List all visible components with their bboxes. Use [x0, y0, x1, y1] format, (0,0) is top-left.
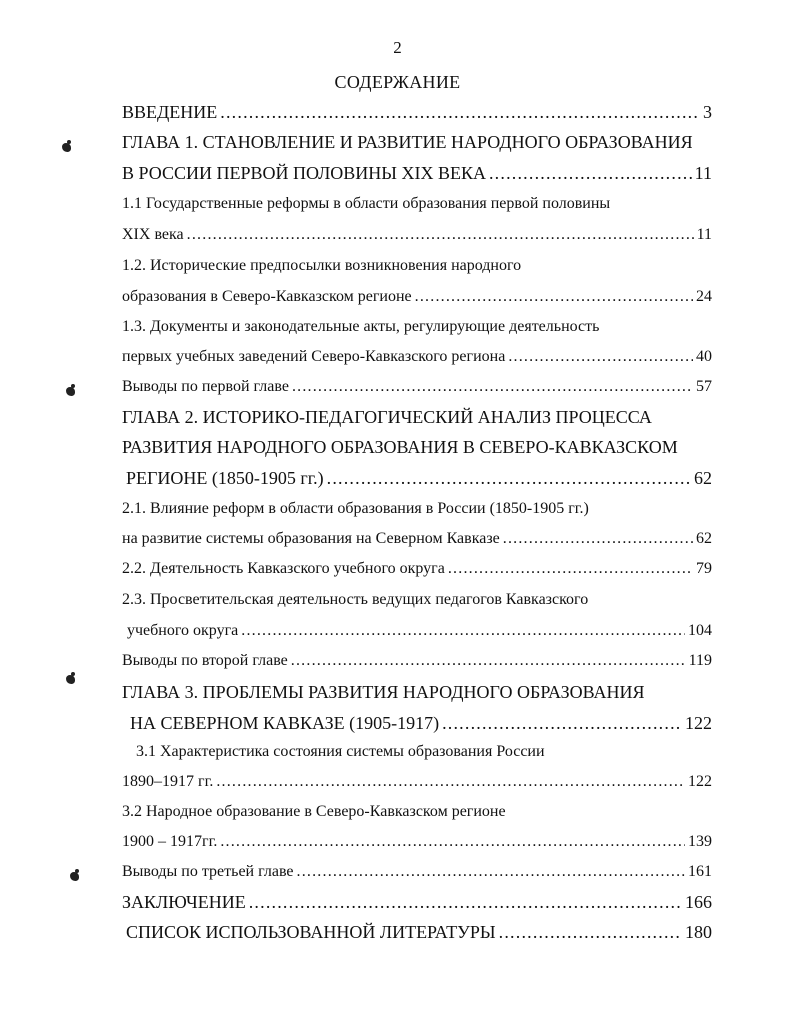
toc-leader-dots — [216, 770, 685, 794]
toc-section-3-1 — [136, 740, 712, 764]
toc-entry-text: ЗАКЛЮЧЕНИЕ — [122, 892, 246, 912]
toc-entry-text: ГЛАВА 3. ПРОБЛЕМЫ РАЗВИТИЯ НАРОДНОГО ОБРАЗОВАНИЯ — [122, 682, 645, 702]
toc-section-2-2 — [122, 557, 712, 581]
toc-leader-dots — [503, 527, 693, 551]
toc-entry-text: В РОССИИ ПЕРВОЙ ПОЛОВИНЫ XIX ВЕКА — [122, 163, 486, 183]
toc-section-2-3 — [122, 588, 712, 612]
toc-entry-page: 161 — [688, 863, 712, 880]
toc-entry-text: 1900 – 1917гг. — [122, 833, 218, 850]
toc-leader-dots — [291, 649, 686, 673]
page-number: 2 — [393, 38, 402, 57]
toc-leader-dots — [327, 466, 691, 490]
toc-entry-text: ГЛАВА 2. ИСТОРИКО-ПЕДАГОГИЧЕСКИЙ АНАЛИЗ ПРОЦЕССА — [122, 407, 652, 427]
toc-bibliography — [126, 920, 712, 944]
toc-entry-page: 11 — [694, 163, 712, 183]
toc-entry-text: 1.1 Государственные реформы в области образования первой половины — [122, 195, 611, 212]
toc-section-2-1-end — [122, 527, 712, 551]
toc-entry-text: 1.3. Документы и законодательные акты, регулирующие деятельность — [122, 318, 600, 335]
toc-entry-text: ВВЕДЕНИЕ — [122, 102, 218, 122]
toc-entry-text: XIX века — [122, 226, 184, 243]
toc-entry-text: 3.1 Характеристика состояния системы образования России — [136, 743, 545, 760]
toc-entry-page: 166 — [685, 892, 712, 912]
toc-entry-text: 2.3. Просветительская деятельность ведущих педагогов Кавказского — [122, 591, 589, 608]
toc-entry-page: 119 — [688, 652, 712, 669]
toc-section-1-2 — [122, 254, 712, 278]
toc-entry-page: 122 — [688, 773, 712, 790]
toc-leader-dots — [442, 711, 682, 735]
toc-chapter-2-heading-end — [126, 466, 712, 490]
toc-entry-text: НА СЕВЕРНОМ КАВКАЗЕ (1905-1917) — [130, 713, 440, 733]
scan-margin-mark — [66, 675, 75, 684]
toc-chapter-2-heading-cont — [122, 435, 712, 459]
toc-leader-dots — [249, 890, 682, 914]
toc-section-1-1-end — [122, 223, 712, 247]
toc-entry-text: Выводы по третьей главе — [122, 863, 294, 880]
toc-entry-text: первых учебных заведений Северо-Кавказского региона — [122, 348, 506, 365]
toc-entry-text: учебного округа — [127, 622, 239, 639]
scan-margin-mark — [66, 387, 75, 396]
toc-entry-page: 180 — [685, 922, 712, 942]
toc-section-1-3-end — [122, 345, 712, 369]
toc-leader-dots — [415, 285, 693, 309]
toc-conclusions-chapter-1 — [122, 375, 712, 399]
toc-leader-dots — [220, 830, 685, 854]
toc-entry-page: 24 — [696, 288, 712, 305]
toc-chapter-1-heading — [122, 130, 712, 154]
toc-entry-text: 1890–1917 гг. — [122, 773, 214, 790]
toc-leader-dots — [297, 860, 686, 884]
toc-leader-dots — [508, 345, 693, 369]
toc-entry-text: на развитие системы образования на Северном Кавказе — [122, 530, 500, 547]
toc-chapter-2-heading — [122, 405, 712, 429]
toc-entry-page: 79 — [696, 560, 712, 577]
toc-section-2-1 — [122, 497, 712, 521]
toc-entry-page: 40 — [696, 348, 712, 365]
toc-leader-dots — [448, 557, 693, 581]
toc-entry-text: 1.2. Исторические предпосылки возникновения народного — [122, 257, 522, 274]
toc-title: СОДЕРЖАНИЕ — [334, 72, 461, 92]
toc-entry-page: 104 — [688, 622, 712, 639]
toc-leader-dots — [241, 619, 685, 643]
toc-leader-dots — [187, 223, 694, 247]
toc-entry-page: 62 — [694, 468, 712, 488]
toc-entry-page: 62 — [696, 530, 712, 547]
scan-margin-mark — [70, 872, 79, 881]
toc-conclusions-chapter-3 — [122, 860, 712, 884]
toc-section-1-2-end — [122, 285, 712, 309]
toc-section-2-3-end — [127, 619, 712, 643]
toc-entry-text: образования в Северо-Кавказском регионе — [122, 288, 412, 305]
toc-entry-page: 11 — [696, 226, 712, 243]
toc-leader-dots — [499, 920, 682, 944]
toc-chapter-1-heading-end — [122, 161, 712, 185]
toc-section-1-3 — [122, 315, 712, 339]
toc-entry-page: 139 — [688, 833, 712, 850]
toc-entry-text: РЕГИОНЕ (1850-1905 гг.) — [126, 468, 324, 488]
scan-margin-mark — [62, 143, 71, 152]
toc-chapter-3-heading — [122, 680, 712, 704]
toc-section-1-1 — [122, 192, 712, 216]
toc-entry-introduction — [122, 100, 712, 124]
toc-entry-page: 57 — [696, 378, 712, 395]
toc-entry-text: 2.2. Деятельность Кавказского учебного округа — [122, 560, 445, 577]
toc-conclusions-chapter-2 — [122, 649, 712, 673]
toc-section-3-2 — [122, 800, 712, 824]
toc-entry-text: 2.1. Влияние реформ в области образования в России (1850-1905 гг.) — [122, 500, 589, 517]
toc-entry-text: Выводы по первой главе — [122, 378, 289, 395]
toc-entry-text: Выводы по второй главе — [122, 652, 288, 669]
toc-leader-dots — [489, 161, 692, 185]
toc-section-3-2-end — [122, 830, 712, 854]
toc-leader-dots — [292, 375, 693, 399]
toc-conclusion — [122, 890, 712, 914]
toc-section-3-1-end — [122, 770, 712, 794]
toc-entry-page: 122 — [685, 713, 712, 733]
toc-entry-text: ГЛАВА 1. СТАНОВЛЕНИЕ И РАЗВИТИЕ НАРОДНОГО ОБРАЗОВАНИЯ — [122, 132, 693, 152]
toc-entry-text: 3.2 Народное образование в Северо-Кавказском регионе — [122, 803, 506, 820]
toc-chapter-3-heading-end — [130, 711, 712, 735]
toc-entry-text: СПИСОК ИСПОЛЬЗОВАННОЙ ЛИТЕРАТУРЫ — [126, 922, 496, 942]
toc-leader-dots — [220, 100, 700, 124]
toc-entry-text: РАЗВИТИЯ НАРОДНОГО ОБРАЗОВАНИЯ В СЕВЕРО-КАВКАЗСКОМ — [122, 437, 678, 457]
toc-entry-page: 3 — [703, 102, 712, 122]
